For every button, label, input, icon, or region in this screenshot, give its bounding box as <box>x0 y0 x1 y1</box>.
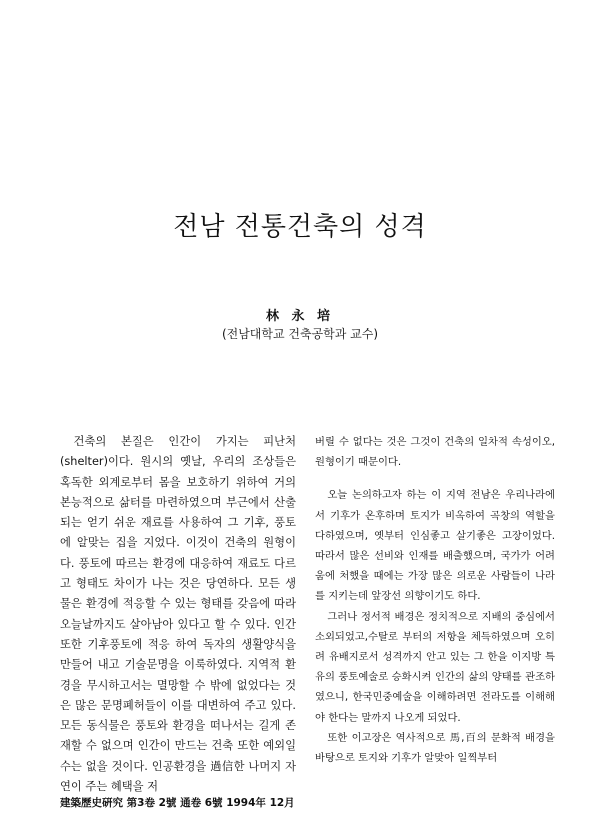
body-column-right <box>315 432 555 768</box>
author-affiliation: (전남대학교 건축공학과 교수) <box>221 327 379 341</box>
body-column-left <box>60 432 296 797</box>
journal-citation: 建築歷史硏究 第3卷 2號 通卷 6號 1994年 12月 <box>60 797 295 809</box>
body-paragraph: 그러나 정서적 배경은 정치적으로 지배의 중심에서 소외되었고,수탈로 부터의 저항을 체득하였으며 오히려 유배지로서 성격까지 안고 있는 그 한을 이지방 특유의 풍토예술로 승화시켜 인간의 삶의 양태를 관조하였으니, 한국민중예술을 이해하려면 전라도를 이해해야 한다는 말까지 나오게 되었다. <box>315 610 555 724</box>
body-paragraph: 건축의 본질은 인간이 가지는 피난처(shelter)이다. 원시의 옛날, 우리의 조상들은 혹독한 외계로부터 몸을 보호하기 위하여 거의 본능적으로 삶터를 마련하였으며 부근에서 산출되는 얻기 쉬운 재료를 사용하여 그 기후, 풍토에 알맞는 집을 지었다. 이것이 건축의 원형이다. 풍토에 따르는 환경에 대응하여 재료도 다르고 형태도 차이가 나는 것은 당연하다. 모든 생물은 환경에 적응할 수 있는 형태를 갖음에 따라 오늘날까지도 살아남아 있다고 할 수 있다. 인간 또한 기후풍토에 적응 하여 독자의 생활양식을 만들어 내고 기술문명을 이룩하였다. 지역적 환경을 무시하고서는 멸망할 수 밖에 없었다는 것은 많은 문명폐허들이 이를 대변하여 주고 있다. 모든 동식물은 풍토와 환경을 떠나서는 길게 존재할 수 없으며 인간이 만드는 건축 또한 예외일 수는 없을 것이다. 인공환경을 過信한 나머지 자연이 주는 혜택을 저 <box>60 435 296 794</box>
body-paragraph: 오늘 논의하고자 하는 이 지역 전남은 우리나라에서 기후가 온후하며 토지가 비옥하여 곡창의 역할을 다하였으며, 옛부터 인심좋고 살기좋은 고장이었다. 따라서 많은 선비와 인재를 배출했으며, 국가가 어려움에 처했을 때에는 가장 많은 의로운 사람들이 나라를 지키는데 앞장선 의향이기도 하다. <box>315 489 555 603</box>
body-paragraph: 버릴 수 없다는 것은 그것이 건축의 일차적 속성이오, 원형이기 때문이다. <box>315 436 555 469</box>
body-paragraph: 또한 이고장은 역사적으로 馬,百의 문화적 배경을 바탕으로 토지와 기후가 알맞아 일찍부터 <box>315 731 555 765</box>
author-name: 林 永 培 <box>265 309 335 324</box>
article-title: 전남 전통건축의 성격 <box>173 212 427 242</box>
